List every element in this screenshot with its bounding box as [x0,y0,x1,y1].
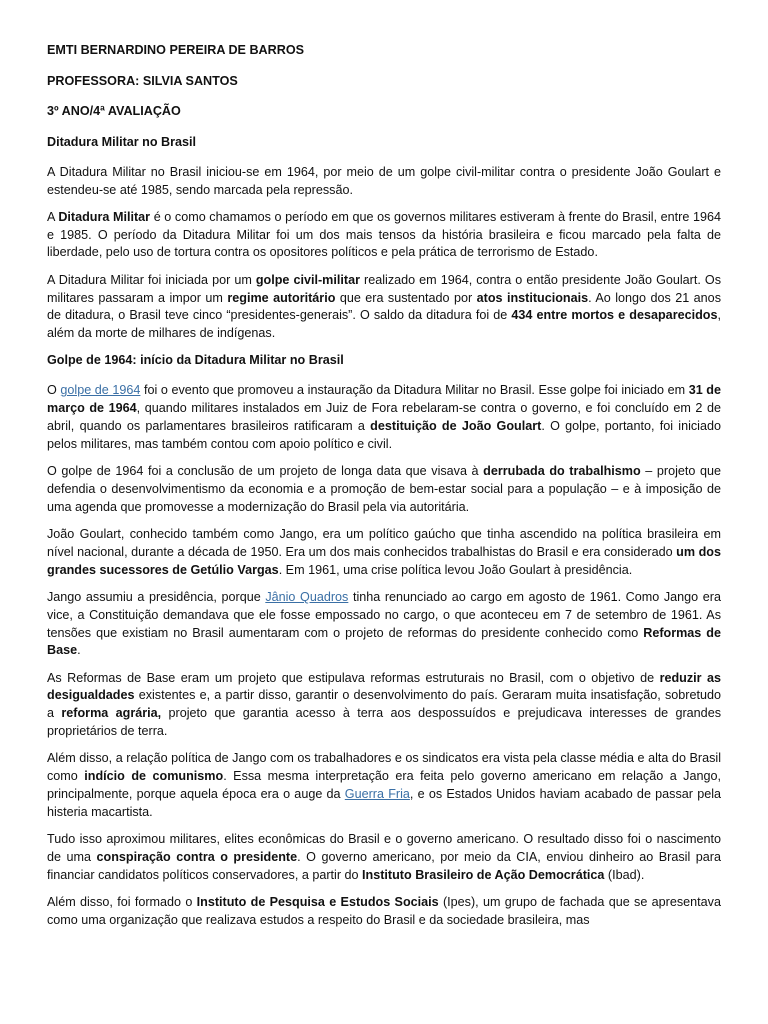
bold-text: derrubada do trabalhismo [483,464,641,479]
text-run: é o como chamamos o período em que os governos militares estiveram à frente do Brasil, entre 1964 e 1985. O período da Ditadura Militar foi um dos mais tensos da história brasileira e ficou marcado pela falta de liberdade, pelo uso de tortura contra os opositores políticos e pela prática de terrorismo de Estado. [47,209,721,260]
bold-text: Reformas de Base [47,625,721,658]
text-run: existentes e, a partir disso, garantir o desenvolvimento do país. Geraram muita insatisfação, sobretudo a [47,688,721,721]
paragraph [47,750,721,821]
paragraph [47,670,721,741]
text-run: . Essa mesma interpretação era feita pelo governo americano em relação a Jango, principalmente, porque aquela época era o auge da [47,769,721,801]
text-run: A [47,209,59,224]
bold-text: Instituto Brasileiro de Ação Democrática [362,867,605,882]
bold-text: um dos grandes sucessores de Getúlio Vargas [47,544,722,577]
paragraph [47,589,721,660]
bold-text: destituição de João Goulart [370,419,542,434]
teacher-name: PROFESSORA: SILVIA SANTOS [47,73,238,88]
inline-link[interactable]: Guerra Fria [344,786,410,801]
bold-text: reforma agrária, [61,706,162,721]
paragraph [47,382,721,453]
text-run: , e os Estados Unidos haviam acabado de passar pela histeria macartista. [47,786,722,819]
school-name: EMTI BERNARDINO PEREIRA DE BARROS [47,43,305,57]
text-run: (Ibad). [604,867,645,882]
text-run: . [77,643,81,658]
text-run: – projeto que defendia o desenvolvimentismo da economia e a promoção de bem-estar social para a população – e à imposição de uma agenda que promovesse a modernização do Brasil pela via autoritária. [47,464,721,514]
paragraph [47,463,721,516]
text-run: . Ao longo dos 21 anos de ditadura, o Brasil teve cinco “presidentes-generais”. O saldo da ditadura foi de [47,290,721,323]
document-title: Ditadura Militar no Brasil [47,134,197,149]
section-golpe [47,382,721,929]
text-run: , quando militares instalados em Juiz de Fora rebelaram-se contra o governo, e foi concluído em 2 de abril, quando os parlamentares brasileiros ratificaram a [47,401,721,434]
text-run: João Goulart, conhecido também como Jango, era um político gaúcho que tinha ascendido na política brasileira em nível nacional, durante a década de 1950. Era um dos mais conhecidos trabalhistas do Brasil e era considerado [47,527,721,559]
bold-text: indício de comunismo [84,769,224,784]
text-run: Tudo isso aproximou militares, elites econômicas do Brasil e o governo americano. O resultado disso foi o nascimento de uma [47,831,721,864]
paragraph [47,831,721,884]
text-run: (Ipes), um grupo de fachada que se apresentava como uma organização que realizava estudos a respeito do Brasil e da sociedade brasileira, mas [47,894,721,927]
paragraph [47,209,721,262]
text-run: . Em 1961, uma crise política levou João Goulart à presidência. [278,562,633,577]
text-run: A Ditadura Militar no Brasil iniciou-se em 1964, por meio de um golpe civil-militar contra o presidente João Goulart e estendeu-se até 1985, sendo marcada pela repressão. [47,164,721,197]
paragraph [47,272,721,343]
text-run: O [47,383,61,398]
text-run: . O golpe, portanto, foi iniciado pelos militares, mas também contou com apoio político e civil. [47,419,721,451]
bold-text: Instituto de Pesquisa e Estudos Sociais [196,894,439,909]
paragraph [47,164,721,200]
bold-text: 434 entre mortos e desaparecidos [511,308,718,323]
bold-text: conspiração contra o presidente [96,849,298,864]
text-run: que era sustentado por [335,290,477,305]
text-run: Além disso, foi formado o [47,894,197,909]
text-run: Além disso, a relação política de Jango com os trabalhadores e os sindicatos era vista pela classe média e alta do Brasil como [47,751,721,784]
exam-label: 3º ANO/4ª AVALIAÇÃO [47,104,181,119]
text-run: foi o evento que promoveu a instauração da Ditadura Militar no Brasil. Esse golpe foi iniciado em [140,383,689,398]
inline-link[interactable]: Jânio Quadros [265,589,349,604]
bold-text: reduzir as desigualdades [47,670,721,703]
inline-link[interactable]: golpe de 1964 [60,383,141,398]
text-run: realizado em 1964, contra o então presidente João Goulart. Os militares passaram a impor um [47,272,722,305]
bold-text: golpe civil-militar [255,272,360,287]
section-title-golpe: Golpe de 1964: início da Ditadura Militar no Brasil [47,353,344,368]
text-run: O golpe de 1964 foi a conclusão de um projeto de longa data que visava à [47,464,484,479]
section-intro [47,164,721,343]
text-run: projeto que garantia acesso à terra aos despossuídos e prejudicava interesses de grandes proprietários de terra. [47,706,721,738]
text-run: . O governo americano, por meio da CIA, enviou dinheiro ao Brasil para financiar candidatos políticos conservadores, a partir do [47,849,721,882]
text-run: , além da morte de milhares de indígenas. [47,308,721,341]
bold-text: Ditadura Militar [58,209,151,224]
text-run: As Reformas de Base eram um projeto que estipulava reformas estruturais no Brasil, com o objetivo de [47,670,660,685]
paragraph [47,894,721,930]
text-run: tinha renunciado ao cargo em agosto de 1961. Como Jango era vice, a Constituição demandava que ele fosse empossado no cargo, o que aconteceu em 7 de setembro de 1961. As tensões que existiam no Brasil aumentaram com o projeto de reformas do presidente conhecido como [47,589,721,640]
text-run: A Ditadura Militar foi iniciada por um [47,272,256,287]
text-run: Jango assumiu a presidência, porque [47,589,266,604]
bold-text: 31 de março de 1964 [47,383,721,416]
paragraph [47,526,721,579]
bold-text: atos institucionais [476,290,589,305]
bold-text: regime autoritário [227,290,336,305]
